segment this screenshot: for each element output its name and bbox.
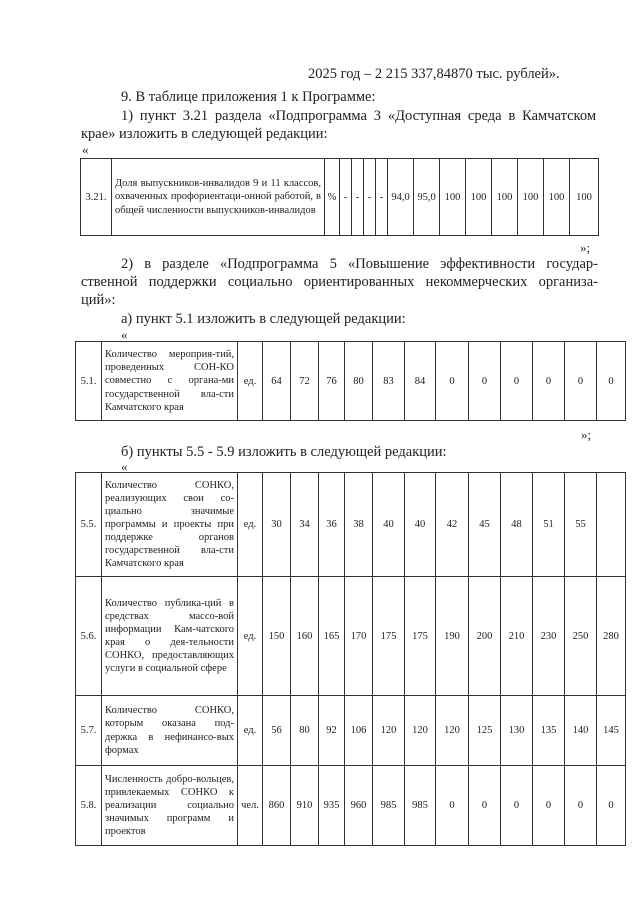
row-value: 910 (291, 766, 319, 846)
row-value: 985 (405, 766, 436, 846)
open-quote-2: « (121, 327, 128, 342)
row-indicator-name: Количество публика-ций в средствах массо-вой информации Кам-чатского края о дея-тельности СОНКО, предоставляющих услуги в социальной сфере (102, 577, 238, 696)
row-value: 34 (291, 473, 319, 577)
row-code: 5.1. (76, 342, 102, 421)
row-value: 145 (597, 696, 626, 766)
row-value: 170 (345, 577, 373, 696)
row-value: 94,0 (388, 159, 414, 236)
row-value: 64 (263, 342, 291, 421)
row-value: 135 (533, 696, 565, 766)
row-code: 5.5. (76, 473, 102, 577)
paragraph-2-line-2: ственной поддержки социально ориентированных некоммерческих организа- (81, 274, 598, 290)
paragraph-a: а) пункт 5.1 изложить в следующей редакции: (121, 311, 406, 327)
row-unit: ед. (238, 473, 263, 577)
row-value: 175 (373, 577, 405, 696)
row-value: - (340, 159, 352, 236)
row-value: 80 (345, 342, 373, 421)
row-indicator-name: Доля выпускников-инвалидов 9 и 11 классов, охваченных профориентаци-онной работой, в общей численности выпускников-инвалидов (112, 159, 325, 236)
row-value: 48 (501, 473, 533, 577)
close-quote-2: »; (581, 427, 592, 442)
row-value: 55 (565, 473, 597, 577)
row-value: 175 (405, 577, 436, 696)
row-value: 0 (597, 766, 626, 846)
row-indicator-name: Количество мероприя-тий, проведенных СОН-КО совместно с органа-ми государственной вла-сти Камчатского края (102, 342, 238, 421)
row-value: 190 (436, 577, 469, 696)
row-value: 100 (570, 159, 599, 236)
row-value: 38 (345, 473, 373, 577)
row-indicator-name: Количество СОНКО, реализующих свои со-циально значимые программы и проекты при поддержке органов государственной вла-сти Камчатского края (102, 473, 238, 577)
row-value: 0 (533, 766, 565, 846)
paragraph-2-line-1: 2) в разделе «Подпрограмма 5 «Повышение эффективности государ- (121, 256, 598, 272)
row-value: 230 (533, 577, 565, 696)
row-value: 935 (319, 766, 345, 846)
row-value: 0 (565, 766, 597, 846)
table-items-5-5-to-5-8 (75, 472, 626, 846)
row-value: 0 (501, 342, 533, 421)
row-code: 3.21. (81, 159, 112, 236)
row-value: 36 (319, 473, 345, 577)
open-quote-3: « (121, 459, 128, 474)
row-value: 30 (263, 473, 291, 577)
row-value: 40 (373, 473, 405, 577)
row-value: 45 (469, 473, 501, 577)
row-value: 0 (436, 766, 469, 846)
row-value: 280 (597, 577, 626, 696)
row-value: 0 (501, 766, 533, 846)
row-value: 56 (263, 696, 291, 766)
table-row (76, 696, 626, 766)
row-value: 100 (544, 159, 570, 236)
row-value: 100 (466, 159, 492, 236)
row-value: 83 (373, 342, 405, 421)
row-value: 120 (436, 696, 469, 766)
row-value: 0 (533, 342, 565, 421)
row-code: 5.6. (76, 577, 102, 696)
row-value: 95,0 (414, 159, 440, 236)
row-indicator-name: Количество СОНКО, которым оказана под-держка в нефинансо-вых формах (102, 696, 238, 766)
row-unit: чел. (238, 766, 263, 846)
table-row (76, 766, 626, 846)
row-value: 120 (373, 696, 405, 766)
row-value: 0 (469, 342, 501, 421)
open-quote-1: « (82, 142, 89, 157)
row-value: - (352, 159, 364, 236)
row-value: 125 (469, 696, 501, 766)
row-value: 51 (533, 473, 565, 577)
row-value: 40 (405, 473, 436, 577)
row-value: 80 (291, 696, 319, 766)
item-9-heading: 9. В таблице приложения 1 к Программе: (121, 89, 376, 105)
row-value-empty (597, 473, 626, 577)
paragraph-1-line-2: крае» изложить в следующей редакции: (81, 126, 328, 142)
row-value: 0 (565, 342, 597, 421)
row-value: 84 (405, 342, 436, 421)
row-value: - (364, 159, 376, 236)
row-value: 860 (263, 766, 291, 846)
row-value: 42 (436, 473, 469, 577)
table-row (81, 159, 599, 236)
row-value: 130 (501, 696, 533, 766)
table-item-5-1 (75, 341, 626, 421)
row-value: 106 (345, 696, 373, 766)
top-line: 2025 год – 2 215 337,84870 тыс. рублей». (308, 66, 560, 82)
row-value: 100 (492, 159, 518, 236)
row-value: 0 (597, 342, 626, 421)
row-value: 250 (565, 577, 597, 696)
row-value: 0 (436, 342, 469, 421)
row-value: 100 (440, 159, 466, 236)
row-value: 960 (345, 766, 373, 846)
row-unit: ед. (238, 696, 263, 766)
paragraph-2-line-3: ций»: (81, 292, 116, 308)
table-row (76, 342, 626, 421)
row-unit: ед. (238, 342, 263, 421)
row-unit: ед. (238, 577, 263, 696)
row-value: 120 (405, 696, 436, 766)
row-value: 140 (565, 696, 597, 766)
row-value: 76 (319, 342, 345, 421)
row-value: 72 (291, 342, 319, 421)
row-value: - (376, 159, 388, 236)
row-value: 985 (373, 766, 405, 846)
row-indicator-name: Численность добро-вольцев, привлекаемых СОНКО к реализации социально значимых программ и проектов (102, 766, 238, 846)
row-unit: % (325, 159, 340, 236)
row-value: 160 (291, 577, 319, 696)
row-value: 165 (319, 577, 345, 696)
table-row (76, 577, 626, 696)
paragraph-b: б) пункты 5.5 - 5.9 изложить в следующей редакции: (121, 444, 447, 460)
row-value: 210 (501, 577, 533, 696)
row-code: 5.7. (76, 696, 102, 766)
row-value: 200 (469, 577, 501, 696)
table-item-3-21 (80, 158, 599, 236)
table-row (76, 473, 626, 577)
row-value: 0 (469, 766, 501, 846)
row-code: 5.8. (76, 766, 102, 846)
row-value: 150 (263, 577, 291, 696)
row-value: 92 (319, 696, 345, 766)
paragraph-1-line-1: 1) пункт 3.21 раздела «Подпрограмма 3 «Доступная среда в Камчатском (121, 108, 596, 124)
close-quote-1: »; (580, 240, 591, 255)
row-value: 100 (518, 159, 544, 236)
